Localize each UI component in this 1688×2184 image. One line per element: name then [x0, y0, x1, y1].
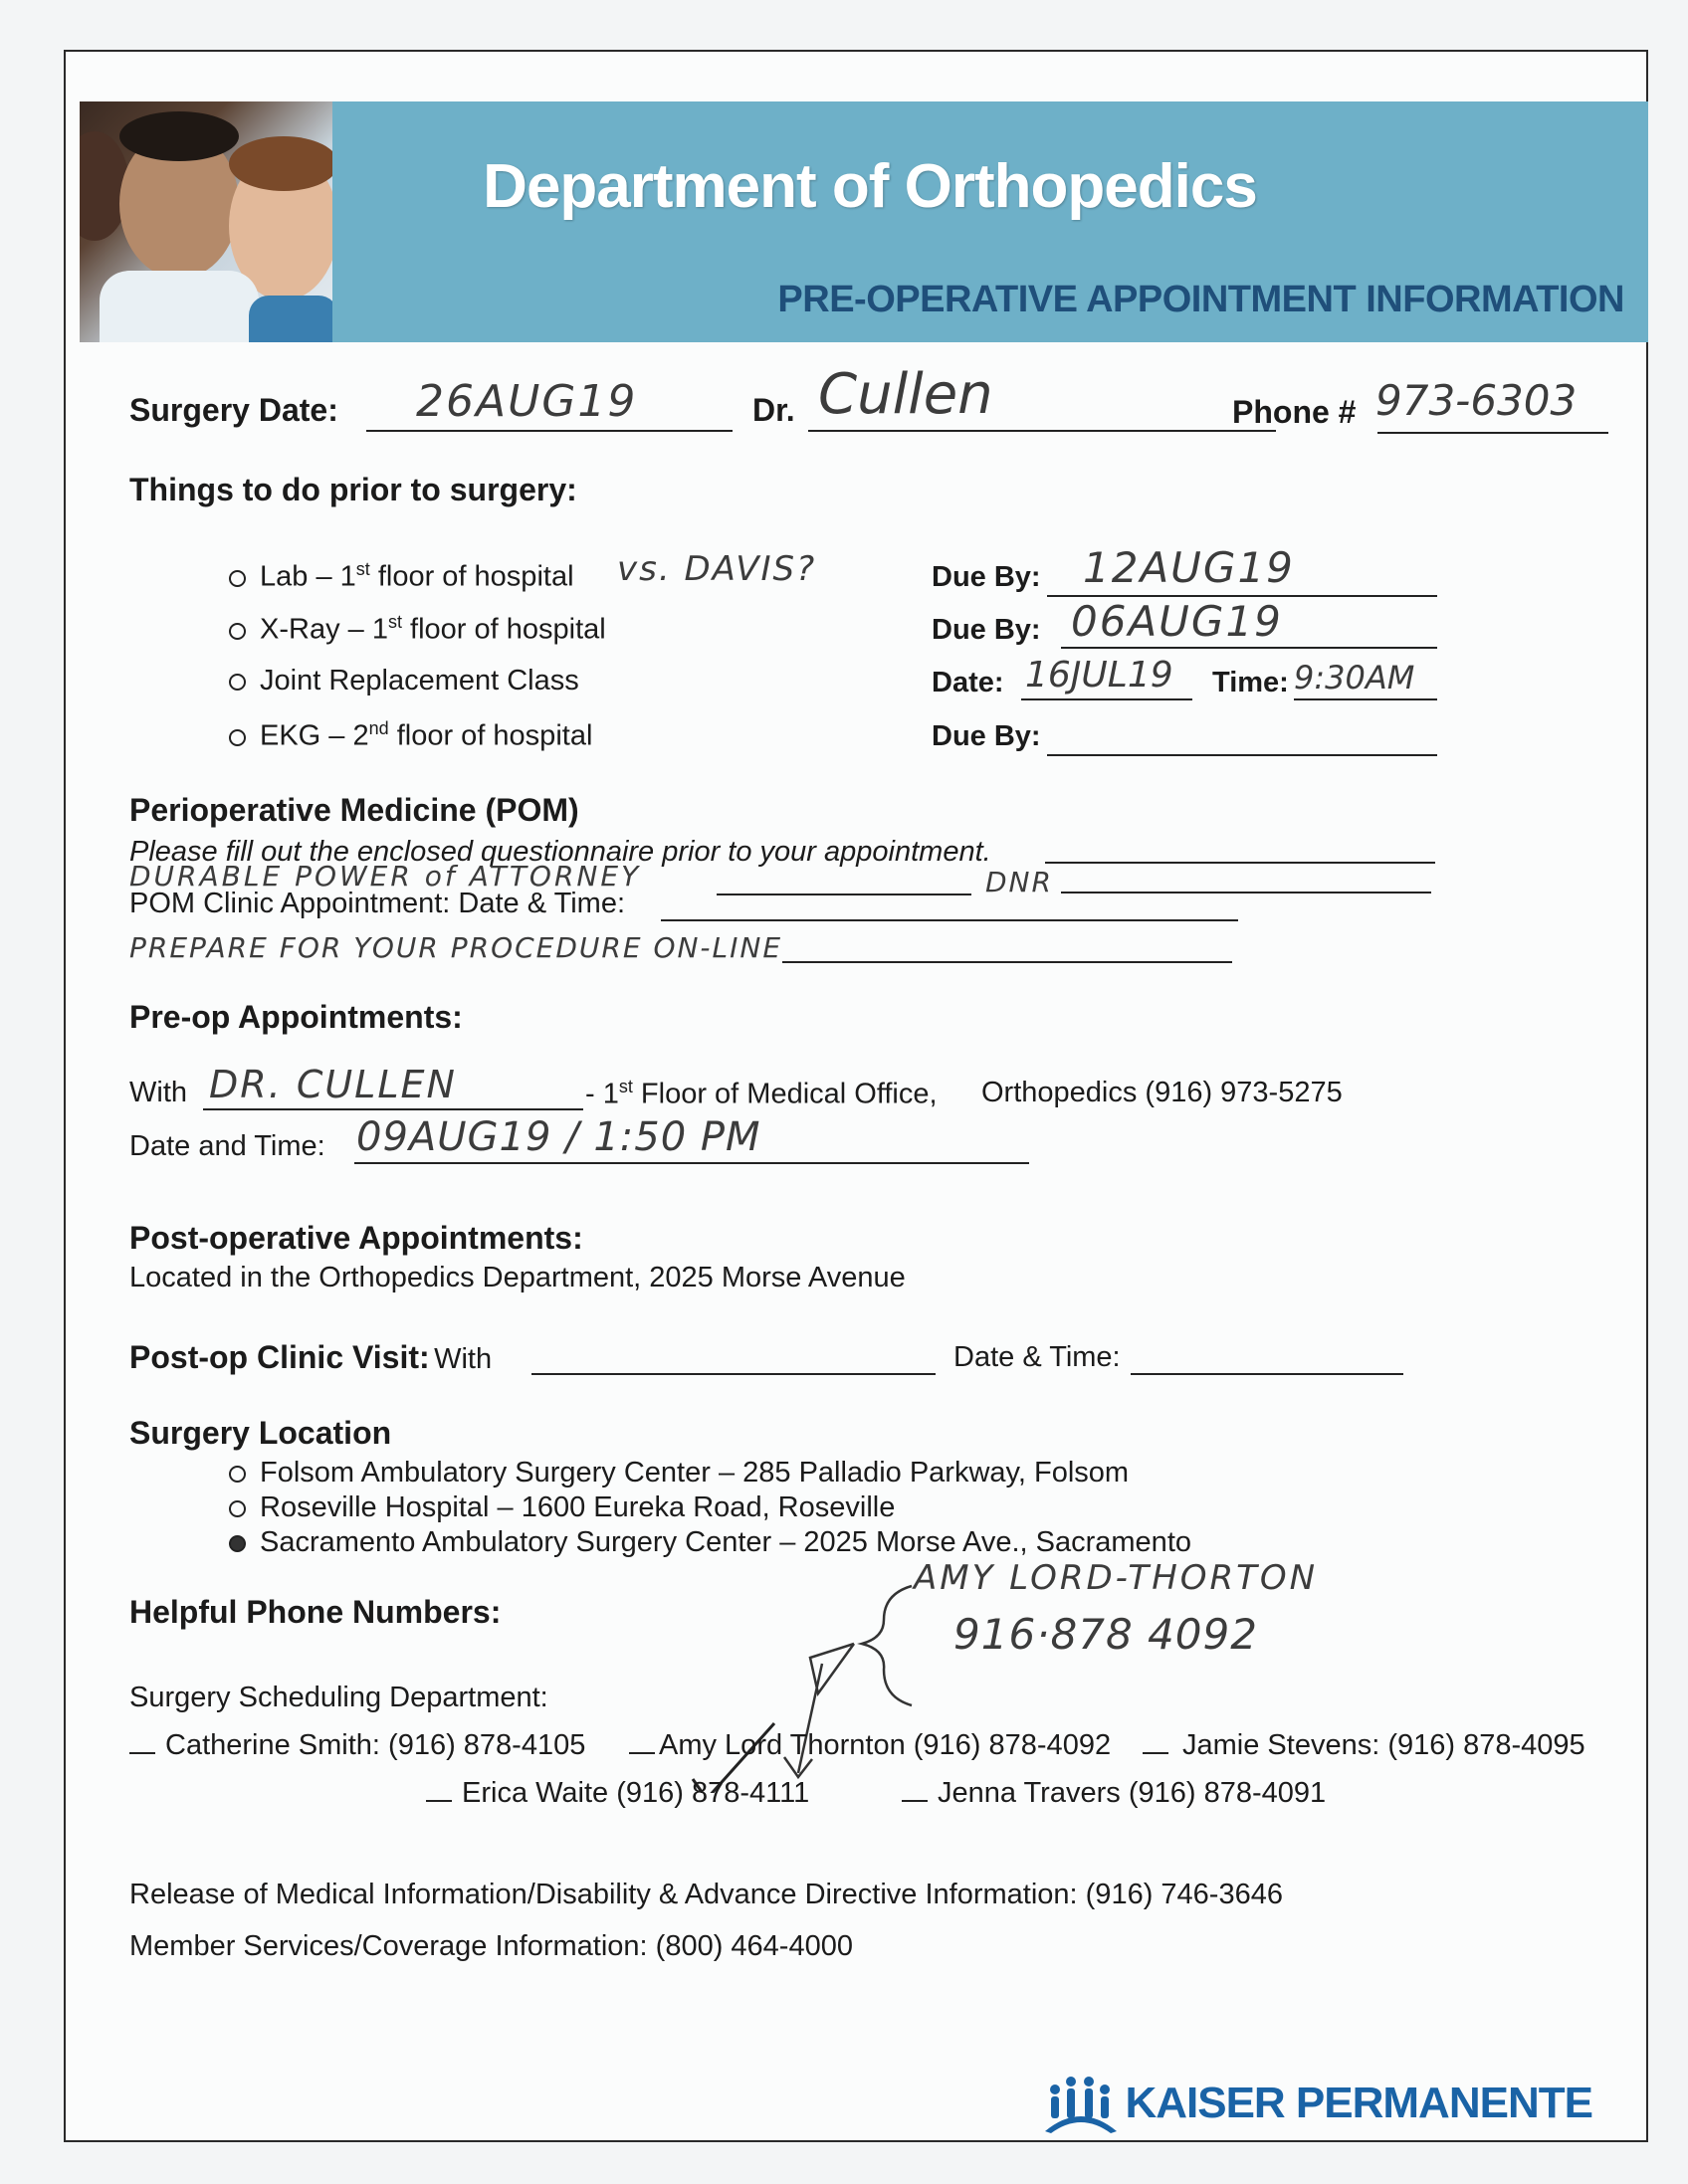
- kaiser-logo: [1041, 2072, 1592, 2135]
- class-time-label: Time:: [1212, 667, 1289, 698]
- checkbox-erica[interactable]: [426, 1800, 452, 1802]
- surgery-date-label: Surgery Date:: [129, 392, 338, 428]
- pom-heading: Perioperative Medicine (POM): [129, 792, 579, 828]
- phone-label: Phone #: [1232, 394, 1357, 430]
- preop-datetime-field[interactable]: 09AUG19 / 1:50 PM: [356, 1114, 761, 1160]
- location-option-folsom[interactable]: Folsom Ambulatory Surgery Center – 285 Palladio Parkway, Folsom: [229, 1457, 1129, 1489]
- postop-datetime-field[interactable]: [1131, 1373, 1403, 1375]
- todo-item-class: Joint Replacement Class: [229, 665, 579, 697]
- radio-sacramento-selected[interactable]: [229, 1535, 246, 1552]
- member-services: Member Services/Coverage Information: (800) 464-4000: [129, 1930, 853, 1962]
- page-title: Department of Orthopedics: [483, 152, 1257, 221]
- todo-item-ekg: EKG – 2nd floor of hospital: [229, 718, 592, 753]
- phone-field[interactable]: 973-6303: [1375, 376, 1578, 425]
- radio-ekg[interactable]: [229, 729, 246, 746]
- postop-heading: Post-operative Appointments:: [129, 1220, 583, 1256]
- lab-due-field[interactable]: 12AUG19: [1083, 543, 1295, 592]
- postop-location: Located in the Orthopedics Department, 2025 Morse Avenue: [129, 1262, 906, 1293]
- kaiser-logo-icon: [1041, 2072, 1121, 2135]
- radio-folsom[interactable]: [229, 1466, 246, 1483]
- contact-catherine: Catherine Smith: (916) 878-4105: [129, 1729, 585, 1762]
- lab-note: vs. DAVIS?: [617, 549, 817, 589]
- pom-instruction: Please fill out the enclosed questionnaire prior to your appointment.: [129, 836, 991, 868]
- radio-roseville[interactable]: [229, 1500, 246, 1517]
- todo-item-lab: Lab – 1st floor of hospital: [229, 559, 574, 594]
- location-heading: Surgery Location: [129, 1415, 392, 1451]
- radio-xray[interactable]: [229, 623, 246, 640]
- contact-erica: Erica Waite (916) 878-4111: [426, 1777, 809, 1810]
- kaiser-brand-name: KAISER PERMANENTE: [1125, 2079, 1592, 2127]
- doctor-field[interactable]: Cullen: [818, 362, 993, 427]
- contact-jamie: Jamie Stevens: (916) 878-4095: [1143, 1729, 1585, 1762]
- preop-with-label: With: [129, 1077, 187, 1108]
- postop-clinic-visit: Post-op Clinic Visit: With: [129, 1339, 493, 1375]
- phones-heading: Helpful Phone Numbers:: [129, 1594, 502, 1630]
- location-option-sacramento[interactable]: Sacramento Ambulatory Surgery Center – 2025 Morse Ave., Sacramento: [229, 1526, 1191, 1559]
- class-date-field[interactable]: 16JUL19: [1025, 655, 1173, 695]
- todo-item-xray: X-Ray – 1st floor of hospital: [229, 612, 606, 647]
- radio-lab[interactable]: [229, 570, 246, 587]
- pom-handwritten-online: PREPARE FOR YOUR PROCEDURE ON-LINE: [129, 931, 783, 964]
- page-subtitle: PRE-OPERATIVE APPOINTMENT INFORMATION: [777, 279, 1624, 320]
- phones-handwritten-name: AMY LORD-THORTON: [914, 1558, 1319, 1598]
- staff-photo: [80, 101, 332, 342]
- contact-amy: Amy Lord Thornton (916) 878-4092: [629, 1729, 1111, 1762]
- xray-due-label: Due By:: [932, 614, 1041, 646]
- preop-heading: Pre-op Appointments:: [129, 999, 463, 1035]
- preop-location: - 1st Floor of Medical Office,: [585, 1077, 938, 1110]
- ekg-due-label: Due By:: [932, 720, 1041, 752]
- preop-dept: Orthopedics (916) 973-5275: [981, 1077, 1343, 1108]
- checkbox-catherine[interactable]: [129, 1752, 155, 1754]
- contact-jenna: Jenna Travers (916) 878-4091: [902, 1777, 1326, 1810]
- pom-clinic-label: POM Clinic Appointment: Date & Time:: [129, 888, 626, 919]
- scheduling-label: Surgery Scheduling Department:: [129, 1682, 548, 1713]
- pom-clinic-field[interactable]: [661, 919, 1238, 921]
- pom-handwritten-poa: DURABLE POWER of ATTORNEY: [129, 860, 642, 893]
- postop-with-field[interactable]: [531, 1373, 936, 1375]
- release-info: Release of Medical Information/Disability & Advance Directive Information: (916) 746-3646: [129, 1879, 1283, 1910]
- doctor-label: Dr.: [752, 392, 795, 428]
- header-banner: [80, 101, 1648, 342]
- xray-due-field[interactable]: 06AUG19: [1071, 597, 1283, 646]
- lab-due-label: Due By:: [932, 561, 1041, 593]
- checkbox-jenna[interactable]: [902, 1800, 928, 1802]
- ekg-due-field[interactable]: [1047, 754, 1437, 756]
- location-option-roseville[interactable]: Roseville Hospital – 1600 Eureka Road, Roseville: [229, 1491, 895, 1524]
- preop-datetime-label: Date and Time:: [129, 1130, 325, 1162]
- postop-datetime-label: Date & Time:: [953, 1341, 1121, 1373]
- surgery-date-field[interactable]: 26AUG19: [416, 376, 638, 427]
- checkbox-jamie[interactable]: [1143, 1752, 1168, 1754]
- class-time-field[interactable]: 9:30AM: [1294, 659, 1415, 696]
- form-sheet: [64, 50, 1648, 2142]
- class-date-label: Date:: [932, 667, 1004, 698]
- phones-handwritten-number: 916·878 4092: [953, 1610, 1258, 1659]
- radio-class[interactable]: [229, 674, 246, 691]
- todo-heading: Things to do prior to surgery:: [129, 472, 577, 507]
- pom-handwritten-dnr: DNR: [985, 866, 1053, 898]
- checkbox-amy-checked[interactable]: [629, 1752, 655, 1754]
- preop-with-field[interactable]: DR. CULLEN: [209, 1063, 457, 1106]
